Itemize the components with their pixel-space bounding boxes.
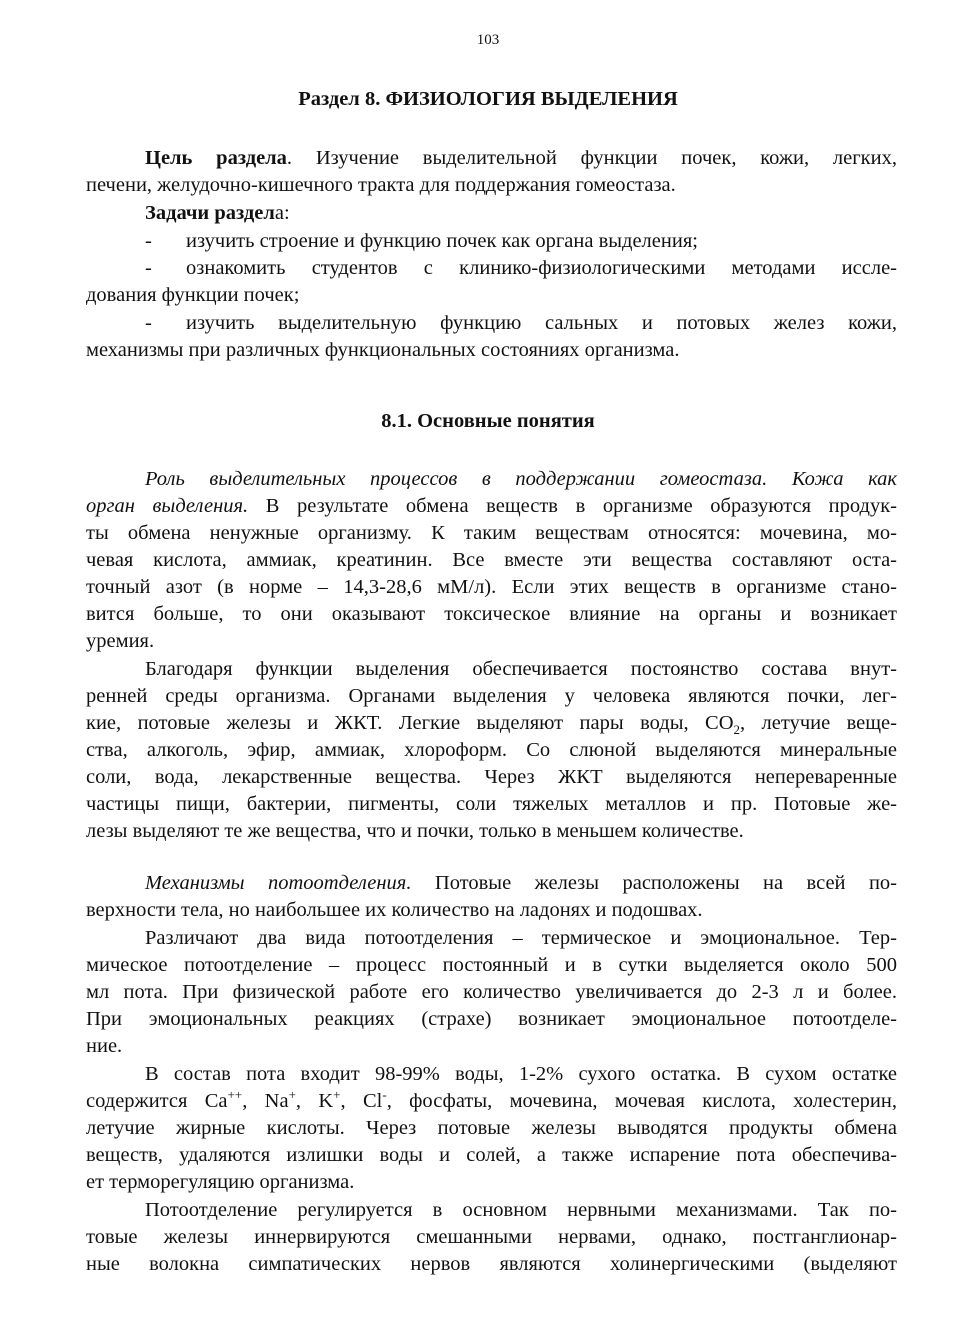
paragraph-line: уремия. [86,630,155,652]
paragraph-line: Роль выделительных процессов в поддержании гомеостаза. Кожа как [145,468,897,490]
paragraph-line: точный азот (в норме – 14,3-28,6 мМ/л). Если этих веществ в организме стано- [86,576,897,598]
section-title: Раздел 8. ФИЗИОЛОГИЯ ВЫДЕЛЕНИЯ [298,88,678,110]
paragraph-line: ные волокна симпатических нервов являются холинергическими (выделяют [86,1253,897,1275]
paragraph-line: веществ, удаляются излишки воды и солей, а также испарение пота обеспечива- [86,1144,897,1166]
paragraph-line: кие, потовые железы и ЖКТ. Легкие выделяют пары воды, $CO_2$, летучие веще- [86,712,897,738]
paragraph-line: летучие жирные кислоты. Через потовые железы выводятся продукты обмена [86,1117,897,1139]
paragraph-line: лезы выделяют те же вещества, что и почки, только в меньшем количестве. [86,820,744,842]
paragraph-line: При эмоциональных реакциях (страхе) возникает эмоциональное потоотделе- [86,1008,897,1030]
paragraph-line: верхности тела, но наибольшее их количество на ладонях и подошвах. [86,899,703,921]
paragraph-line: Механизмы потоотделения. Потовые железы расположены на всей по- [145,872,897,894]
paragraph-line: соли, вода, лекарственные вещества. Через ЖКТ выделяются непереваренные [86,766,897,788]
paragraph-line: содержится Ca++, Na+, K+, Cl-, фосфаты, мочевина, мочевая кислота, холестерин, [86,1087,897,1112]
goal-line: Цель раздела. Изучение выделительной функции почек, кожи, легких, [145,147,897,169]
task-item: изучить строение и функцию почек как органа выделения; [186,230,698,252]
paragraph-line: ние. [86,1035,123,1057]
paragraph-line: вится больше, то они оказывают токсическое влияние на органы и возникает [86,603,897,625]
paragraph-line: Потоотделение регулируется в основном нервными механизмами. Так по- [145,1199,897,1221]
list-bullet: - [145,230,152,252]
task-item-continuation: дования функции почек; [86,284,300,306]
paragraph-line: В состав пота входит 98-99% воды, 1-2% сухого остатка. В сухом остатке [145,1063,897,1085]
goal-label: Цель раздела [145,147,287,169]
paragraph-line: ты обмена ненужные организму. К таким веществам относятся: мочевина, мо- [86,522,897,544]
paragraph-line: ет терморегуляцию организма. [86,1171,355,1193]
subsection-title: 8.1. Основные понятия [381,410,595,432]
paragraph-line: орган выделения. В результате обмена веществ в организме образуются продук- [86,495,898,517]
paragraph-line: частицы пищи, бактерии, пигменты, соли тяжелых металлов и пр. Потовые же- [86,793,897,815]
paragraph-line: ренней среды организма. Органами выделения у человека являются почки, лег- [86,685,897,707]
paragraph-line: товые железы иннервируются смешанными нервами, однако, постганглионар- [86,1226,897,1248]
task-item-continuation: механизмы при различных функциональных состояниях организма. [86,339,680,361]
goal-line: печени, желудочно-кишечного тракта для поддержания гомеостаза. [86,174,676,196]
page-number: 103 [476,32,500,48]
tasks-label: Задачи раздела: [145,202,290,224]
paragraph-line: мл пота. При физической работе его количество увеличивается до 2-3 л и более. [86,981,897,1003]
paragraph-line: Благодаря функции выделения обеспечивается постоянство состава внут- [145,658,897,680]
list-bullet: - [145,312,152,334]
paragraph-line: Различают два вида потоотделения – термическое и эмоциональное. Тер- [145,927,897,949]
paragraph-line: ства, алкоголь, эфир, аммиак, хлороформ. Со слюной выделяются минеральные [86,739,897,761]
paragraph-line: чевая кислота, аммиак, креатинин. Все вместе эти вещества составляют оста- [86,549,897,571]
task-item: изучить выделительную функцию сальных и потовых желез кожи, [186,312,897,334]
paragraph-line: мическое потоотделение – процесс постоянный и в сутки выделяется около 500 [86,954,897,976]
list-bullet: - [145,257,152,279]
task-item: ознакомить студентов с клинико-физиологическими методами иссле- [186,257,897,279]
